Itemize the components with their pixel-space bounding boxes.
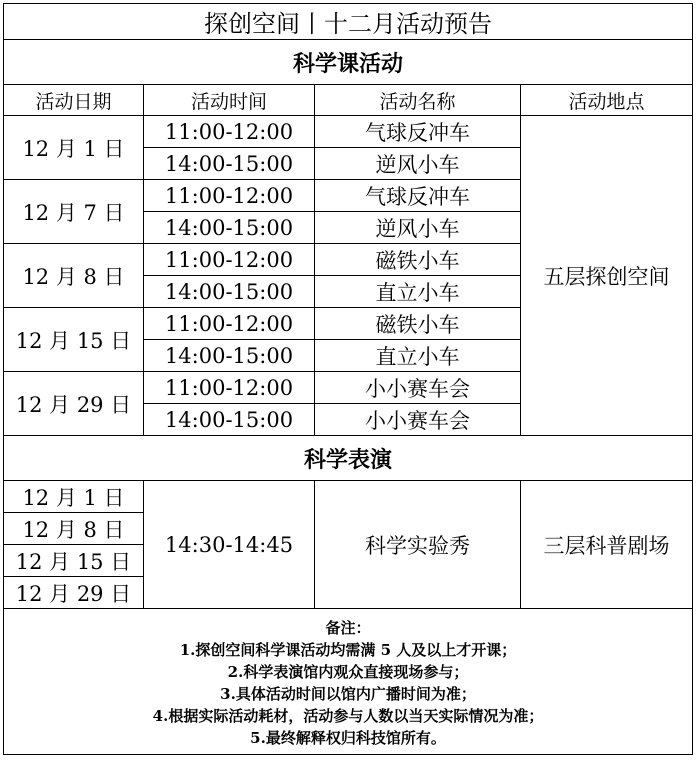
class-time: 14:00-15:00: [144, 276, 315, 308]
class-name: 逆风小车: [315, 212, 521, 244]
note-item: 2.科学表演馆内观众直接现场参与；: [227, 662, 469, 681]
table-row: [4, 116, 693, 148]
class-time: 11:00-12:00: [144, 180, 315, 212]
notes-heading: 备注：: [325, 618, 371, 637]
class-time: 14:00-15:00: [144, 340, 315, 372]
show-date: 12 月 29 日: [4, 577, 144, 609]
science-show-heading: 科学表演: [4, 436, 693, 481]
show-date: 12 月 15 日: [4, 545, 144, 577]
class-time: 14:00-15:00: [144, 212, 315, 244]
class-date: 12 月 8 日: [4, 244, 144, 308]
note-item: 4.根据实际活动耗材，活动参与人数以当天实际情况为准；: [152, 706, 544, 725]
header-location: 活动地点: [521, 85, 693, 116]
class-time: 11:00-12:00: [144, 308, 315, 340]
class-date: 12 月 15 日: [4, 308, 144, 372]
class-name: 磁铁小车: [315, 308, 521, 340]
science-class-heading: 科学课活动: [4, 40, 693, 85]
class-name: 直立小车: [315, 340, 521, 372]
class-time: 11:00-12:00: [144, 372, 315, 404]
science-class-header-row: [4, 85, 693, 116]
schedule-table: [3, 3, 693, 755]
class-name: 小小赛车会: [315, 372, 521, 404]
notes-section: [4, 609, 693, 755]
page-title: 探创空间丨十二月活动预告: [4, 4, 693, 40]
class-date: 12 月 1 日: [4, 116, 144, 180]
class-time: 14:00-15:00: [144, 148, 315, 180]
class-name: 气球反冲车: [315, 116, 521, 148]
table-row: [4, 481, 693, 513]
class-time: 11:00-12:00: [144, 116, 315, 148]
note-item: 3.具体活动时间以馆内广播时间为准；: [220, 684, 476, 703]
note-item: 1.探创空间科学课活动均需满 5 人及以上才开课；: [179, 640, 517, 659]
header-name: 活动名称: [315, 85, 521, 116]
class-name: 磁铁小车: [315, 244, 521, 276]
show-name: 科学实验秀: [315, 481, 521, 609]
show-date: 12 月 8 日: [4, 513, 144, 545]
class-location: 五层探创空间: [521, 116, 693, 436]
header-date: 活动日期: [4, 85, 144, 116]
show-time: 14:30-14:45: [144, 481, 315, 609]
class-name: 小小赛车会: [315, 404, 521, 436]
class-date: 12 月 7 日: [4, 180, 144, 244]
note-item: 5.最终解释权归科技馆所有。: [250, 728, 446, 747]
class-name: 气球反冲车: [315, 180, 521, 212]
show-date: 12 月 1 日: [4, 481, 144, 513]
class-time: 14:00-15:00: [144, 404, 315, 436]
class-time: 11:00-12:00: [144, 244, 315, 276]
class-name: 直立小车: [315, 276, 521, 308]
header-time: 活动时间: [144, 85, 315, 116]
class-name: 逆风小车: [315, 148, 521, 180]
class-date: 12 月 29 日: [4, 372, 144, 436]
show-location: 三层科普剧场: [521, 481, 693, 609]
